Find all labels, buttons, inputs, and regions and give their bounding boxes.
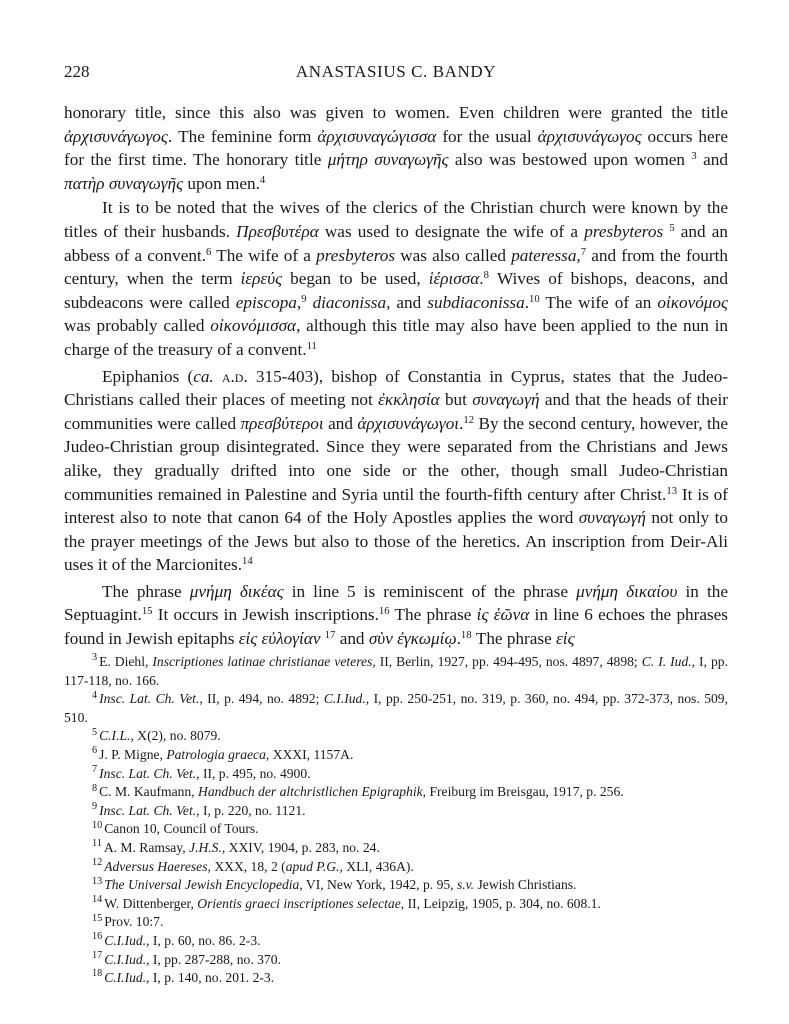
footnotes [64, 653, 728, 988]
text-run: Jewish Christians. [474, 877, 577, 893]
footnote-ref: 16 [378, 606, 390, 618]
footnote [64, 653, 728, 690]
text-run: The wife of a [211, 245, 317, 265]
text-run: The wife of an [539, 292, 658, 312]
footnote-ref: 3 [691, 151, 697, 163]
footnote [64, 839, 728, 858]
italic-text: presbyteros [584, 221, 664, 241]
italic-text: ἀρχισυναγώγισσα [317, 126, 437, 146]
text-run: , I, p. 60, no. 86. 2-3. [146, 932, 261, 948]
page-header [64, 62, 728, 86]
text-run: and [335, 629, 369, 649]
footnote [64, 783, 728, 802]
footnote-ref: 4 [259, 174, 266, 186]
text-run: J. P. Migne, [99, 746, 167, 762]
footnote-ref: 13 [666, 485, 678, 497]
italic-text: μήτηρ συναγωγῆς [327, 150, 449, 170]
text-run: occurs here for the first time. The honorary title [64, 126, 728, 170]
paragraph [64, 580, 728, 651]
italic-text: οἰκονόμισσα [210, 316, 297, 336]
footnote [64, 690, 728, 727]
footnote-number: 18 [92, 968, 103, 980]
text-run: W. Dittenberger, [104, 895, 198, 911]
italic-text: apud P.G. [285, 858, 340, 874]
italic-text: J.H.S. [189, 839, 222, 855]
text-run [214, 367, 222, 386]
italic-text: presbyteros [316, 245, 396, 265]
footnote-ref: 14 [242, 556, 253, 568]
text-run: and that the heads of their communities were called [64, 390, 728, 433]
text-run: , although this title may also have been applied to the nun in charge of the treasury of a convent. [64, 316, 728, 359]
italic-text: Insc. Lat. Ch. Vet. [99, 765, 197, 781]
italic-text: πρεσβύτεροι [240, 413, 324, 433]
italic-text: C.I.L. [99, 728, 131, 744]
footnote-number: 6 [92, 745, 98, 757]
text-run: , X(2), no. 8079. [130, 728, 221, 744]
italic-text: ca. [193, 366, 214, 386]
text-run: and an abbess of a convent. [64, 221, 729, 265]
footnote [64, 820, 728, 839]
italic-text: εἰς [556, 629, 575, 649]
text-run: , XXXI, 1157A. [265, 746, 354, 762]
footnote [64, 746, 728, 765]
text-run: not only to the prayer meetings of the Jews but also to those of the heretics. An inscription from Deir-Ali uses it of the Marcionites. [64, 508, 728, 575]
italic-text: Adversus Haereses [104, 858, 208, 874]
footnote [64, 932, 728, 951]
text-run: honorary title, since this also was given to women. Even children were granted the title [64, 103, 728, 122]
footnote [64, 913, 728, 932]
italic-text: οἰκονόμος [657, 292, 728, 312]
text-run: was also called [395, 245, 512, 265]
italic-text: ἱέρισσα [428, 269, 480, 289]
text-run: . [459, 413, 464, 433]
footnote-number: 10 [92, 819, 103, 831]
italic-text: συναγωγή [472, 390, 540, 410]
footnote [64, 895, 728, 914]
text-run: The phrase [389, 605, 477, 625]
footnote-number: 14 [92, 894, 103, 906]
footnote-ref: 18 [460, 630, 472, 642]
italic-text: subdiaconissa [427, 292, 525, 312]
text-run: and from the fourth century, when the term [64, 245, 728, 289]
text-run: was used to designate the wife of a [318, 221, 585, 241]
footnote-ref: 12 [463, 414, 475, 426]
text-run: Canon 10, Council of Tours. [104, 821, 259, 837]
text-run: and [390, 292, 428, 312]
text-run: The phrase [102, 581, 190, 601]
text-run: . [456, 629, 461, 649]
italic-text: C.I.Iud. [104, 932, 147, 948]
italic-text: Handbuch der altchristlichen Epigraphik [198, 784, 423, 800]
text-run: , I, p. 220, no. 1121. [196, 802, 306, 818]
footnote [64, 727, 728, 746]
italic-text: diaconissa, [312, 292, 391, 312]
footnote-number: 4 [92, 689, 98, 701]
italic-text: ἀρχισυνάγωγος [537, 126, 642, 146]
italic-text: C. I. Iud. [641, 654, 692, 669]
footnote-number: 9 [92, 801, 98, 813]
footnote-number: 8 [92, 782, 98, 794]
text-run: , II, p. 495, no. 4900. [196, 765, 311, 781]
footnote [64, 765, 728, 784]
text-run: for the usual [436, 126, 538, 146]
paragraph [64, 365, 728, 577]
italic-text: ἱερεύς [240, 269, 283, 289]
footnote [64, 876, 728, 895]
footnote-ref: 17 [324, 630, 336, 642]
italic-text: σὺν ἐγκωμίῳ [368, 629, 457, 649]
text-run: in line 5 is reminiscent of the phrase [283, 581, 577, 601]
footnote-number: 12 [92, 856, 103, 868]
text-run: , XXX, 18, 2 ( [207, 858, 286, 874]
text-run: , XLI, 436A). [339, 858, 414, 874]
text-run: . [479, 269, 484, 289]
text-run: It is of interest also to note that canon 64 of the Holy Apostles applies the word [64, 484, 729, 528]
italic-text: C.I.Iud. [323, 691, 366, 707]
small-caps-text: a.d. [221, 366, 248, 386]
text-run: in line 6 echoes the phrases found in Jewish epitaphs [64, 605, 728, 649]
text-run: , I, pp. 250-251, no. 319, p. 360, no. 494, pp. 372-373, nos. 509, 510. [64, 691, 728, 725]
page-number: 228 [64, 62, 90, 81]
italic-text: Πρεσβυτέρα [236, 221, 319, 241]
text-run: but [439, 390, 473, 410]
footnote [64, 969, 728, 988]
footnote-ref: 7 [580, 246, 587, 258]
footnote-number: 11 [92, 838, 102, 850]
footnote-number: 15 [92, 912, 103, 924]
italic-text: pateressa, [511, 245, 581, 265]
text-run: . The feminine form [167, 126, 318, 146]
text-run: was probably called [64, 316, 211, 336]
text-run: E. Diehl, [99, 654, 153, 669]
italic-text: ἀρχισυνάγωγος [64, 126, 168, 146]
text-run: A. M. Ramsay, [103, 839, 190, 855]
text-run: By the second century, however, the Judeo-Christian group disintegrated. Since they were separated from the Christians and Jews alike, they gradually drifted into one side or the other, though small Judeo-Christian communities remained in Palestine and Syria until the fourth-fifth century after Christ. [64, 413, 728, 504]
footnote-ref: 8 [483, 270, 489, 282]
italic-text: συναγωγή [578, 508, 646, 528]
italic-text: Insc. Lat. Ch. Vet. [99, 691, 200, 707]
italic-text: Orientis graeci inscriptiones selectae [197, 895, 401, 911]
italic-text: s.v. [456, 877, 475, 893]
text-run: , Freiburg im Breisgau, 1917, p. 256. [422, 784, 624, 800]
text-run: in the Septuagint. [64, 581, 728, 625]
text-run: , I, p. 140, no. 201. 2-3. [146, 970, 275, 986]
footnote [64, 802, 728, 821]
footnote-number: 17 [92, 949, 103, 961]
footnote-ref: 6 [206, 246, 212, 258]
text-run: and [696, 150, 728, 170]
text-run: 315-403), bishop of Constantia in Cyprus, states that the Judeo-Christians called their places of meeting not [64, 366, 729, 410]
text-run: , I, pp. 117-118, no. 166. [64, 654, 728, 688]
italic-text: episcopa, [235, 292, 302, 312]
footnote-number: 5 [92, 726, 98, 738]
italic-text: C.I.Iud. [104, 951, 147, 967]
footnote [64, 951, 728, 970]
italic-text: Patrologia graeca [166, 746, 266, 762]
footnote-number: 7 [92, 763, 98, 775]
footnote-ref: 5 [669, 223, 675, 235]
text-run: also was bestowed upon women [448, 150, 692, 170]
body-text [64, 101, 728, 651]
text-run: It occurs in Jewish inscriptions. [152, 605, 379, 625]
italic-text: ἰς ἑῶνα [476, 605, 530, 625]
italic-text: μνήμη δικαίου [576, 581, 678, 601]
text-run: , II, p. 494, no. 4892; [199, 691, 324, 707]
text-run: . [524, 292, 529, 312]
italic-text: πατὴρ συναγωγῆς [64, 173, 184, 193]
italic-text: ἀρχισυνάγωγοι [357, 413, 460, 433]
text-run: It is to be noted that the wives of the clerics of the Christian church were known by the titles of their husbands. [64, 198, 728, 241]
footnote-ref: 10 [529, 293, 540, 305]
footnote-number: 13 [92, 875, 103, 887]
footnote-ref: 11 [306, 341, 317, 353]
footnote-ref: 9 [301, 293, 307, 305]
paragraph [64, 196, 728, 361]
text-run: upon men. [183, 173, 260, 193]
text-run: , II, Leipzig, 1905, p. 304, no. 608.1. [400, 895, 601, 911]
footnote [64, 858, 728, 877]
footnote-ref: 15 [141, 606, 153, 618]
text-run: , I, pp. 287-288, no. 370. [146, 951, 281, 967]
footnote-number: 16 [92, 931, 103, 943]
italic-text: The Universal Jewish Encyclopedia [104, 877, 300, 893]
text-run: Prov. 10:7. [104, 914, 164, 930]
text-run: The phrase [471, 629, 557, 649]
italic-text: εἰς εὐλογίαν [238, 629, 321, 649]
italic-text: Insc. Lat. Ch. Vet. [99, 802, 197, 818]
text-run: began to be used, [282, 269, 429, 289]
text-run: , VI, New York, 1942, p. 95, [299, 877, 457, 893]
italic-text: C.I.Iud. [104, 970, 147, 986]
text-run: II, Berlin, 1927, pp. 494-495, nos. 4897, 4898; [375, 654, 642, 669]
running-title: ANASTASIUS C. BANDY [295, 62, 497, 81]
text-run: Wives of bishops, deacons, and subdeacons were called [64, 269, 728, 312]
text-run: , XXIV, 1904, p. 283, no. 24. [221, 839, 380, 855]
italic-text: Inscriptiones latinae christianae veteres, [152, 654, 376, 669]
italic-text: ἐκκλησία [378, 390, 440, 410]
footnote-number: 3 [92, 652, 98, 664]
text-run: C. M. Kaufmann, [99, 784, 199, 800]
paragraph [64, 101, 728, 195]
text-run: Epiphanios ( [102, 366, 194, 386]
text-run: and [323, 413, 358, 433]
italic-text: μνήμη δικέας [189, 581, 284, 601]
